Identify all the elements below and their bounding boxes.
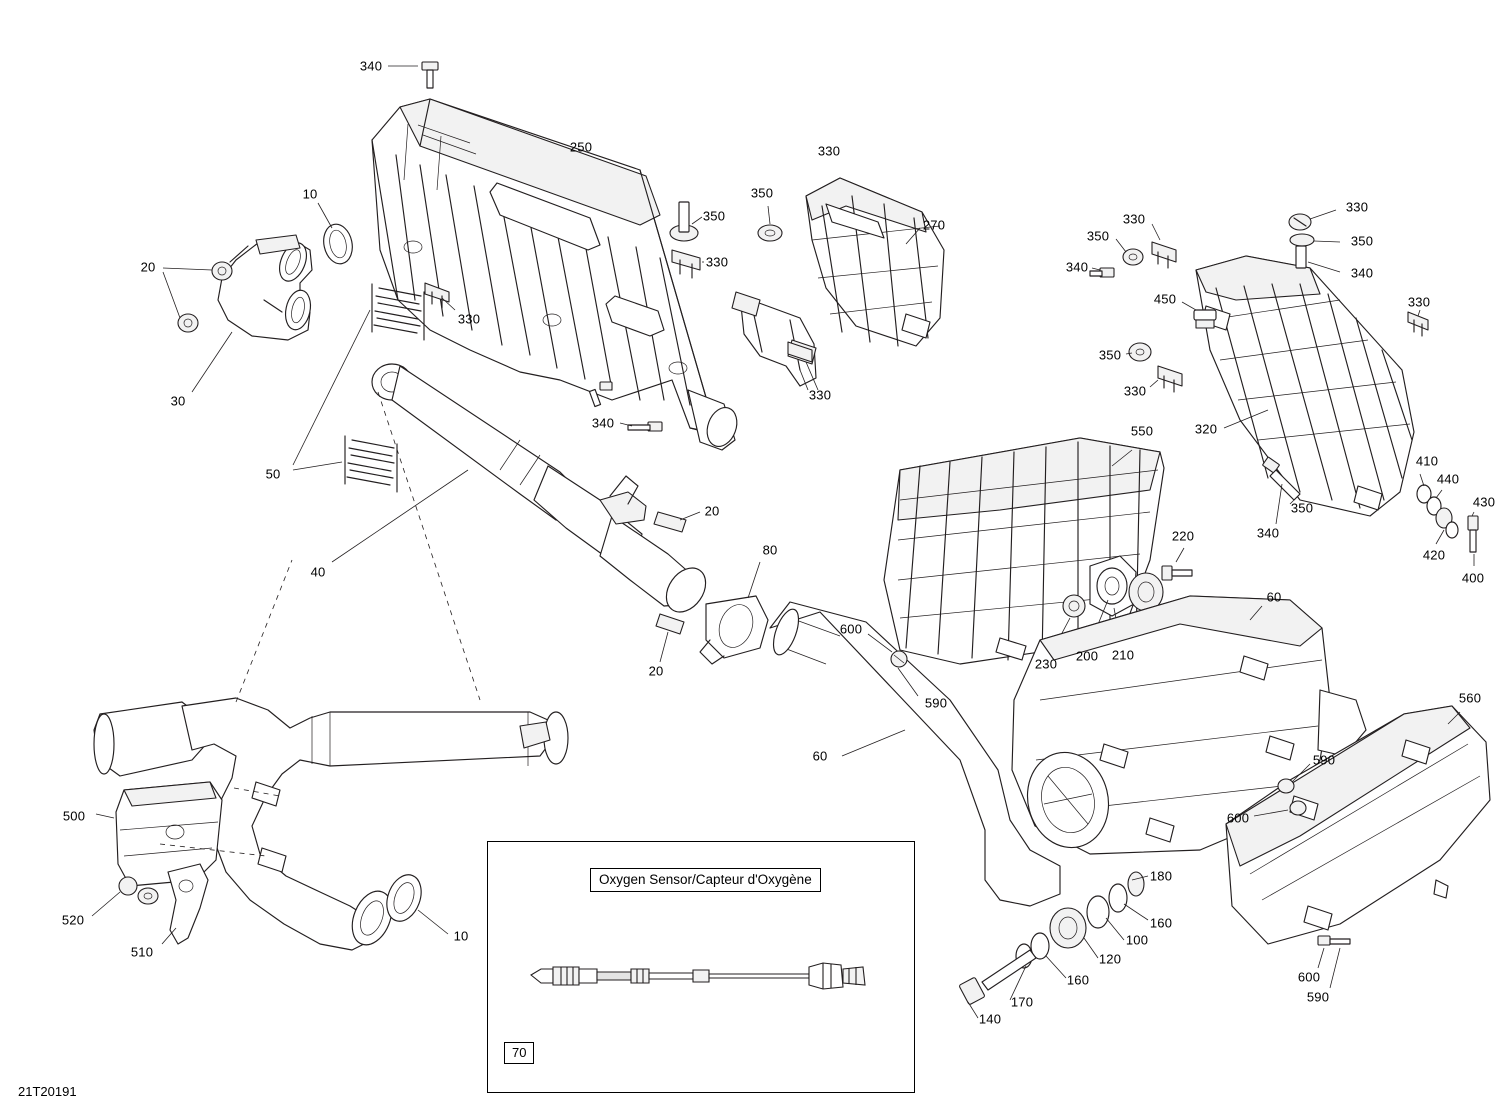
callout-40: 40 [310,564,326,580]
callout-10: 10 [453,928,469,944]
part-270-bracket-shield [732,178,944,390]
callout-590: 590 [1306,989,1330,1005]
drawing-number: 21T20191 [18,1084,77,1099]
part-10-gasket-lower [381,870,448,934]
callout-340: 340 [1256,525,1280,541]
callout-100: 100 [1125,932,1149,948]
callout-250: 250 [569,139,593,155]
callout-20: 20 [648,663,664,679]
oxygen-sensor-inset [487,841,915,1093]
part-350-washer-d [758,206,782,241]
callout-330: 330 [457,311,481,327]
callout-520: 520 [61,912,85,928]
part-350-washer-e [670,202,702,241]
callout-560: 560 [1458,690,1482,706]
part-330-clip-e [1408,310,1428,336]
part-40-resonator [332,364,714,700]
oxygen-sensor-illustration [523,947,883,1007]
part-330-clip-b [1152,224,1176,268]
callout-80: 80 [762,542,778,558]
callout-550: 550 [1130,423,1154,439]
callout-180: 180 [1149,868,1173,884]
callout-330: 330 [705,254,729,270]
part-350-washer-a [1116,239,1143,265]
part-350-washer-b [1126,343,1151,361]
callout-160: 160 [1149,915,1173,931]
callout-350: 350 [1350,233,1374,249]
part-510-bracket [162,864,208,944]
part-10-gasket-upper [318,203,356,266]
part-350-washer-c [1290,234,1340,246]
callout-590: 590 [924,695,948,711]
callout-160: 160 [1066,972,1090,988]
callout-340: 340 [359,58,383,74]
callout-400: 400 [1461,570,1485,586]
oxygen-sensor-ref-number: 70 [504,1042,534,1064]
callout-330: 330 [1122,211,1146,227]
callout-420: 420 [1422,547,1446,563]
callout-410: 410 [1415,453,1439,469]
callout-330: 330 [817,143,841,159]
callout-330: 330 [808,387,832,403]
callout-230: 230 [1034,656,1058,672]
callout-210: 210 [1111,647,1135,663]
callout-20: 20 [704,503,720,519]
part-30-manifold [192,235,314,392]
callout-500: 500 [62,808,86,824]
part-340-bolt-top [388,62,438,88]
callout-220: 220 [1171,528,1195,544]
callout-60: 60 [1266,589,1282,605]
callout-340: 340 [591,415,615,431]
callout-350: 350 [1086,228,1110,244]
callout-330: 330 [1345,199,1369,215]
callout-350: 350 [1290,500,1314,516]
callout-320: 320 [1194,421,1218,437]
callout-590: 590 [1312,752,1336,768]
part-340-bolt-b [1090,268,1114,277]
callout-10: 10 [302,186,318,202]
callout-440: 440 [1436,471,1460,487]
callout-600: 600 [1297,969,1321,985]
callout-120: 120 [1098,951,1122,967]
callout-140: 140 [978,1011,1002,1027]
callout-350: 350 [1098,347,1122,363]
callout-20: 20 [140,259,156,275]
callout-600: 600 [839,621,863,637]
callout-50: 50 [265,466,281,482]
callout-60: 60 [812,748,828,764]
callout-340: 340 [1350,265,1374,281]
oxygen-sensor-title: Oxygen Sensor/Capteur d'Oxygène [590,868,821,892]
callout-350: 350 [750,185,774,201]
callout-270: 270 [922,217,946,233]
callout-340: 340 [1065,259,1089,275]
callout-30: 30 [170,393,186,409]
part-330-clip-f [672,250,704,278]
callout-170: 170 [1010,994,1034,1010]
callout-430: 430 [1472,494,1496,510]
part-320-heat-shield [1196,256,1414,516]
callout-600: 600 [1226,810,1250,826]
part-330-clip-c [1150,366,1182,392]
callout-330: 330 [1123,383,1147,399]
part-80-clamp [700,562,768,664]
part-340-bolt-c [1296,246,1340,272]
callout-510: 510 [130,944,154,960]
part-220-bolt [1162,548,1192,580]
callout-350: 350 [702,208,726,224]
callout-200: 200 [1075,648,1099,664]
part-330-clip-d [1289,210,1336,230]
callout-330: 330 [1407,294,1431,310]
callout-450: 450 [1153,291,1177,307]
